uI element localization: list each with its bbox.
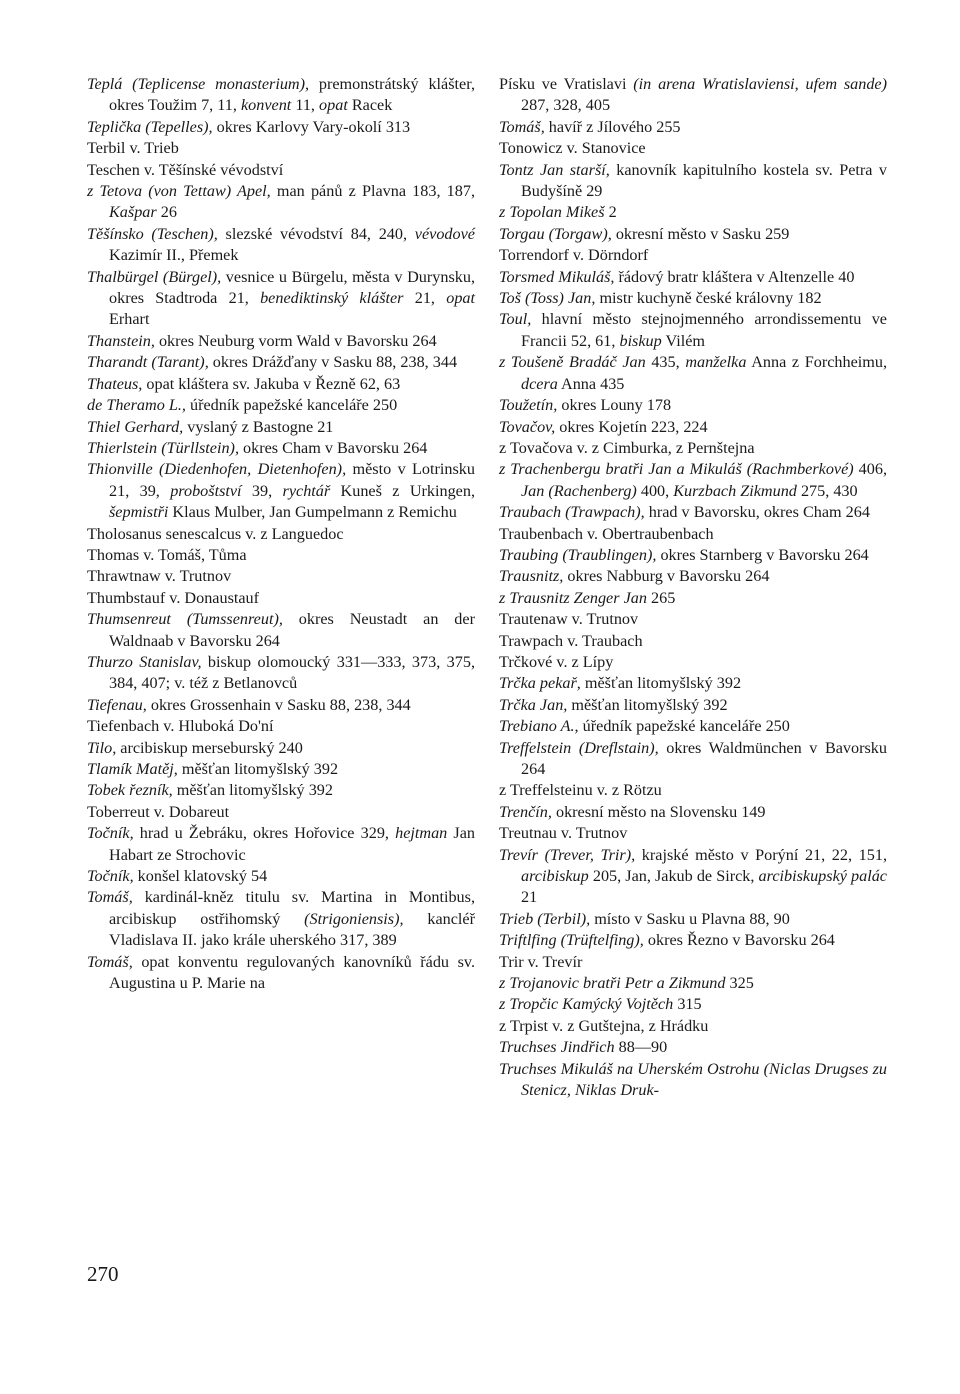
entry-text-run: Terbil v. Trieb [87, 139, 179, 158]
entry-text-run: 287, 328, 405 [521, 96, 611, 115]
entry-text-run: mistr kuchyně české královny 182 [595, 289, 822, 308]
entry-italic-run: Truchses Jindřich [499, 1038, 615, 1057]
entry-italic-run: Treffelstein (Dreflstain), [499, 738, 659, 757]
index-entry [87, 181, 475, 224]
entry-text-run: z Tovačova v. z Cimburka, z Pernštejna [499, 438, 755, 457]
entry-italic-run: z Trausnitz Zenger Jan [499, 588, 647, 607]
entry-text-run: okres Grossenhain v Sasku 88, 238, 344 [146, 695, 411, 714]
index-entry [87, 374, 475, 395]
entry-text-run: okres Cham v Bavorsku 264 [239, 438, 428, 457]
entry-text-run: Trčkové v. z Lípy [499, 652, 614, 671]
entry-italic-run: opat [446, 289, 475, 308]
entry-italic-run: Trieb (Terbil), [499, 909, 591, 928]
entry-italic-run: Trebiano A., [499, 717, 579, 736]
entry-text-run: okres Waldmünchen v Bavorsku 264 [521, 738, 887, 778]
entry-text-run: 39, [241, 481, 283, 500]
entry-italic-run: z Tetova (von Tettaw) Apel, [87, 182, 271, 201]
index-entry [499, 780, 887, 801]
index-entry [499, 823, 887, 844]
entry-italic-run: Teplička (Tepelles), [87, 117, 213, 136]
index-entry [499, 288, 887, 309]
entry-italic-run: šepmistři [109, 503, 169, 522]
entry-text-run: Traubenbach v. Obertraubenbach [499, 524, 714, 543]
entry-text-run: arcibiskup merseburský 240 [116, 738, 303, 757]
entry-text-run: 265 [646, 588, 676, 607]
entry-italic-run: Tovačov, [499, 417, 556, 436]
entry-text-run: okresní město v Sasku 259 [611, 224, 790, 243]
entry-italic-run: Kašpar [109, 203, 157, 222]
entry-text-run: hlavní město stejnojmenného arrondissementu ve Francii 52, 61, [521, 310, 887, 350]
entry-italic-run: z Topolan Mikeš [499, 203, 605, 222]
index-entry [499, 716, 887, 737]
entry-italic-run: Trausnitz, [499, 567, 564, 586]
index-entry [87, 823, 475, 866]
entry-text-run: město v Lotrinsku 21, 39, [109, 460, 475, 500]
entry-italic-run: Thanstein, [87, 331, 155, 350]
entry-text-run: kardinál-kněz titulu sv. Martina in Montibus, arcibiskup ostřihomský [109, 888, 475, 928]
entry-text-run: úředník papežské kanceláře 250 [185, 396, 398, 415]
entry-italic-run: Teplá (Teplicense monasterium), [87, 75, 310, 93]
entry-italic-run: Trčka Jan, [499, 695, 568, 714]
entry-text-run: 21, [403, 289, 447, 308]
index-entry [499, 438, 887, 459]
entry-italic-run: dcera [521, 374, 558, 393]
entry-italic-run: (Strigoniensis), [304, 909, 404, 928]
entry-text-run: man pánů z Plavna 183, 187, [270, 182, 476, 201]
index-entry [499, 545, 887, 566]
entry-text-run: okres Kojetín 223, 224 [555, 417, 708, 436]
index-column-right [499, 74, 887, 1102]
entry-italic-run: Točník, [87, 867, 134, 886]
entry-text-run: Thomas v. Tomáš, Tůma [87, 545, 247, 564]
entry-text-run: 21 [521, 888, 538, 907]
entry-italic-run: Thurzo Stanislav, [87, 652, 202, 671]
entry-italic-run: hejtman [395, 824, 448, 843]
entry-text-run: Klaus Mulber, Jan Gumpelmann z Remichu [168, 503, 457, 522]
entry-text-run: Tonowicz v. Stanovice [499, 139, 646, 158]
entry-text-run: Trawpach v. Traubach [499, 631, 643, 650]
index-entry [499, 609, 887, 630]
entry-text-run: Thumbstauf v. Donaustauf [87, 588, 260, 607]
entry-italic-run: Tomáš, [87, 952, 133, 971]
entry-italic-run: Torsmed Mikuláš, [499, 267, 615, 286]
entry-italic-run: biskup [619, 331, 662, 350]
index-entry [87, 224, 475, 267]
entry-italic-run: Trenčín, [499, 802, 552, 821]
entry-italic-run: Tomáš, [499, 117, 545, 136]
index-entry [87, 566, 475, 587]
index-entry [499, 459, 887, 502]
entry-italic-run: Jan (Rachenberg) [521, 481, 637, 500]
entry-text-run: 88—90 [614, 1038, 668, 1057]
entry-italic-run: Torgau (Torgaw), [499, 224, 612, 243]
index-entry [499, 202, 887, 223]
index-entry [87, 738, 475, 759]
entry-text-run: Kazimír II., Přemek [109, 246, 239, 265]
index-entry [87, 652, 475, 695]
entry-italic-run: Kurzbach Zikmund [673, 481, 797, 500]
index-entry [87, 438, 475, 459]
entry-italic-run: arcibiskup [521, 867, 589, 886]
entry-text-run: vyslaný z Bastogne 21 [183, 417, 334, 436]
index-entry [499, 994, 887, 1015]
entry-italic-run: Thionville (Diedenhofen, Dietenhofen), [87, 460, 347, 479]
index-entry [499, 1037, 887, 1058]
entry-text-run: premonstrátský klášter, okres Toužim 7, 11, [109, 75, 475, 115]
entry-italic-run: proboštství [170, 481, 242, 500]
entry-italic-run: Trevír (Trever, Trir), [499, 845, 636, 864]
entry-text-run: místo v Sasku u Plavna 88, 90 [590, 909, 790, 928]
entry-text-run: 275, 430 [796, 481, 858, 500]
entry-italic-run: benediktinský klášter [260, 289, 404, 308]
entry-text-run: 2 [604, 203, 617, 222]
index-entry [499, 738, 887, 781]
index-entry [499, 566, 887, 587]
entry-italic-run: Tilo, [87, 738, 117, 757]
entry-text-run: okres Neustadt an der Waldnaab v Bavorsku 264 [109, 610, 475, 650]
entry-text-run: úředník papežské kanceláře 250 [578, 717, 790, 736]
entry-italic-run: z Trojanovic bratři Petr a Zikmund [499, 974, 726, 993]
index-entry [87, 887, 475, 951]
index-entry [499, 673, 887, 694]
entry-italic-run: arcibiskupský palác [758, 867, 887, 886]
index-entry [499, 909, 887, 930]
index-entry [499, 74, 887, 117]
entry-text-run: konšel klatovský 54 [133, 867, 268, 886]
entry-text-run: okres Nabburg v Bavorsku 264 [563, 567, 770, 586]
entry-text-run: z Treffelsteinu v. z Rötzu [499, 781, 662, 800]
index-entry [499, 952, 887, 973]
entry-text-run: Písku ve Vratislavi [499, 75, 634, 93]
entry-text-run: Treutnau v. Trutnov [499, 824, 628, 843]
entry-text-run: měšťan litomyšlský 392 [580, 674, 742, 693]
entry-text-run: 435, [645, 353, 686, 372]
page-number: 270 [87, 1262, 119, 1286]
entry-text-run: okresní město na Slovensku 149 [551, 802, 766, 821]
index-entry [87, 331, 475, 352]
index-entry [499, 395, 887, 416]
index-entry [499, 417, 887, 438]
entry-italic-run: Thalbürgel (Bürgel), [87, 267, 222, 286]
entry-text-run: Jan Habart ze Strochovic [109, 824, 476, 864]
entry-text-run: 26 [156, 203, 177, 222]
index-entry [499, 930, 887, 951]
entry-text-run: Kuneš z Urkingen, [330, 481, 476, 500]
entry-italic-run: de Theramo L., [87, 396, 186, 415]
entry-text-run: měšťan litomyšlský 392 [177, 760, 339, 778]
entry-text-run: Tholosanus senescalcus v. z Languedoc [87, 524, 344, 543]
entry-text-run: opat konventu regulovaných kanovníků řádu sv. Augustina u P. Marie na [109, 952, 475, 993]
index-column-left [87, 74, 475, 994]
entry-italic-run: Truchses Mikuláš na Uherském Ostrohu (Niclas Drugses zu Stenicz, Niklas Druk- [499, 1059, 887, 1100]
entry-text-run: hrad u Žebráku, okres Hořovice 329, [133, 824, 396, 843]
entry-italic-run: Tobek řezník, [87, 781, 173, 800]
index-entry [499, 524, 887, 545]
index-entry [499, 845, 887, 909]
entry-text-run: 315 [673, 995, 702, 1014]
index-entry [87, 524, 475, 545]
index-entry [499, 652, 887, 673]
entry-text-run: Vilém [661, 331, 705, 350]
entry-text-run: Teschen v. Těšínské vévodství [87, 160, 284, 179]
entry-italic-run: Tomáš, [87, 888, 133, 907]
entry-italic-run: (in arena Wratislaviensi, ufem sande) [633, 75, 887, 93]
entry-text-run: z Trpist v. z Gutštejna, z Hrádku [499, 1016, 709, 1035]
entry-text-run: Trautenaw v. Trutnov [499, 610, 639, 629]
index-entry [499, 138, 887, 159]
entry-italic-run: Tlamík Matěj, [87, 760, 178, 778]
entry-italic-run: Trčka pekař, [499, 674, 581, 693]
entry-italic-run: z Trachenbergu bratři Jan a Mikuláš (Rachmberkové) [499, 460, 854, 479]
index-entry [499, 502, 887, 523]
index-entry [87, 802, 475, 823]
entry-italic-run: Těšínsko (Teschen), [87, 224, 218, 243]
index-entry [87, 545, 475, 566]
index-entry [87, 952, 475, 995]
entry-text-run: biskup olomoucký 331—333, 373, 375, 384, 407; v. též z Betlanovců [109, 652, 475, 693]
entry-text-run: havíř z Jílového 255 [544, 117, 681, 136]
index-entry [499, 695, 887, 716]
index-entry [499, 802, 887, 823]
index-entry [499, 973, 887, 994]
index-entry [87, 138, 475, 159]
entry-italic-run: Toš (Toss) Jan, [499, 289, 596, 308]
index-entry [499, 631, 887, 652]
entry-italic-run: rychtář [282, 481, 331, 500]
entry-italic-run: vévodové [414, 224, 475, 243]
entry-italic-run: Tontz Jan starší, [499, 160, 610, 179]
index-entry [499, 352, 887, 395]
entry-italic-run: Tiefenau, [87, 695, 147, 714]
index-entry [87, 117, 475, 138]
index-entry [87, 160, 475, 181]
index-entry [87, 716, 475, 737]
entry-text-run: měšťan litomyšlský 392 [567, 695, 728, 714]
entry-text-run: Racek [347, 96, 393, 115]
index-entry [87, 609, 475, 652]
entry-text-run: okres Drážďany v Sasku 88, 238, 344 [208, 353, 458, 372]
entry-italic-run: Thateus, [87, 374, 143, 393]
entry-text-run: krajské město v Porýní 21, 22, 151, [635, 845, 887, 864]
entry-italic-run: z Tropčic Kamýcký Vojtěch [499, 995, 674, 1014]
entry-italic-run: Thumsenreut (Tumssenreut), [87, 610, 283, 629]
entry-text-run: hrad v Bavorsku, okres Cham 264 [644, 503, 870, 522]
entry-italic-run: Triftlfing (Trüftelfing), [499, 931, 644, 950]
entry-text-run: 205, Jan, Jakub de Sirck, [588, 867, 759, 886]
entry-italic-run: opat [319, 96, 348, 115]
entry-italic-run: Tharandt (Tarant), [87, 353, 209, 372]
entry-text-run: Erhart [109, 310, 150, 329]
index-entry [87, 267, 475, 331]
index-entry [499, 1059, 887, 1102]
entry-text-run: okres Řezno v Bavorsku 264 [643, 931, 835, 950]
index-entry [87, 459, 475, 523]
entry-text-run: Thrawtnaw v. Trutnov [87, 567, 232, 586]
index-entry [87, 759, 475, 780]
index-entry [499, 1016, 887, 1037]
index-entry [87, 417, 475, 438]
entry-text-run: měšťan litomyšlský 392 [172, 781, 333, 800]
index-entry [87, 588, 475, 609]
entry-text-run: okres Neuburg vorm Wald v Bavorsku 264 [154, 331, 437, 350]
entry-text-run: Torrendorf v. Dörndorf [499, 246, 649, 265]
entry-text-run: 406, [853, 460, 887, 479]
entry-text-run: Anna z Forchheimu, [746, 353, 887, 372]
entry-text-run: 11, [291, 96, 320, 115]
index-entry [87, 866, 475, 887]
entry-text-run: kanovník kapitulního kostela sv. Petra v Budyšíně 29 [521, 160, 887, 201]
index-entry [87, 395, 475, 416]
entry-text-run: opat kláštera sv. Jakuba v Řezně 62, 63 [142, 374, 401, 393]
index-entry [87, 352, 475, 373]
index-entry [499, 117, 887, 138]
index-entry [499, 245, 887, 266]
entry-italic-run: Toužetín, [499, 396, 558, 415]
index-entry [87, 695, 475, 716]
index-entry [87, 780, 475, 801]
entry-text-run: Toberreut v. Dobareut [87, 802, 230, 821]
entry-text-run: Trir v. Trevír [499, 952, 583, 971]
entry-text-run: okres Starnberg v Bavorsku 264 [656, 545, 869, 564]
index-entry [499, 267, 887, 288]
entry-italic-run: Traubach (Trawpach), [499, 503, 645, 522]
entry-italic-run: Traubing (Traublingen), [499, 545, 657, 564]
entry-italic-run: Točník, [87, 824, 134, 843]
entry-text-run: řádový bratr kláštera v Altenzelle 40 [614, 267, 855, 286]
entry-text-run: vesnice u Bürgelu, města v Durynsku, okres Stadtroda 21, [109, 267, 475, 308]
entry-italic-run: manželka [685, 353, 747, 372]
index-entry [499, 588, 887, 609]
entry-italic-run: Thierlstein (Türllstein), [87, 438, 239, 457]
index-entry [499, 309, 887, 352]
entry-italic-run: Thiel Gerhard, [87, 417, 184, 436]
index-entry [499, 160, 887, 203]
entry-text-run: okres Louny 178 [557, 396, 672, 415]
entry-text-run: kancléř Vladislava II. jako krále uherského 317, 389 [109, 909, 475, 950]
entry-text-run: 325 [725, 974, 754, 993]
entry-text-run: slezské vévodství 84, 240, [217, 224, 415, 243]
entry-text-run: Tiefenbach v. Hluboká Do'ní [87, 717, 274, 736]
entry-text-run: okres Karlovy Vary-okolí 313 [212, 117, 411, 136]
entry-italic-run: Toul, [499, 310, 532, 329]
entry-text-run: Anna 435 [557, 374, 625, 393]
entry-italic-run: z Toušeně Bradáč Jan [499, 353, 646, 372]
entry-text-run: 400, [636, 481, 674, 500]
index-entry [499, 224, 887, 245]
index-entry [87, 74, 475, 117]
entry-italic-run: konvent [240, 96, 292, 115]
